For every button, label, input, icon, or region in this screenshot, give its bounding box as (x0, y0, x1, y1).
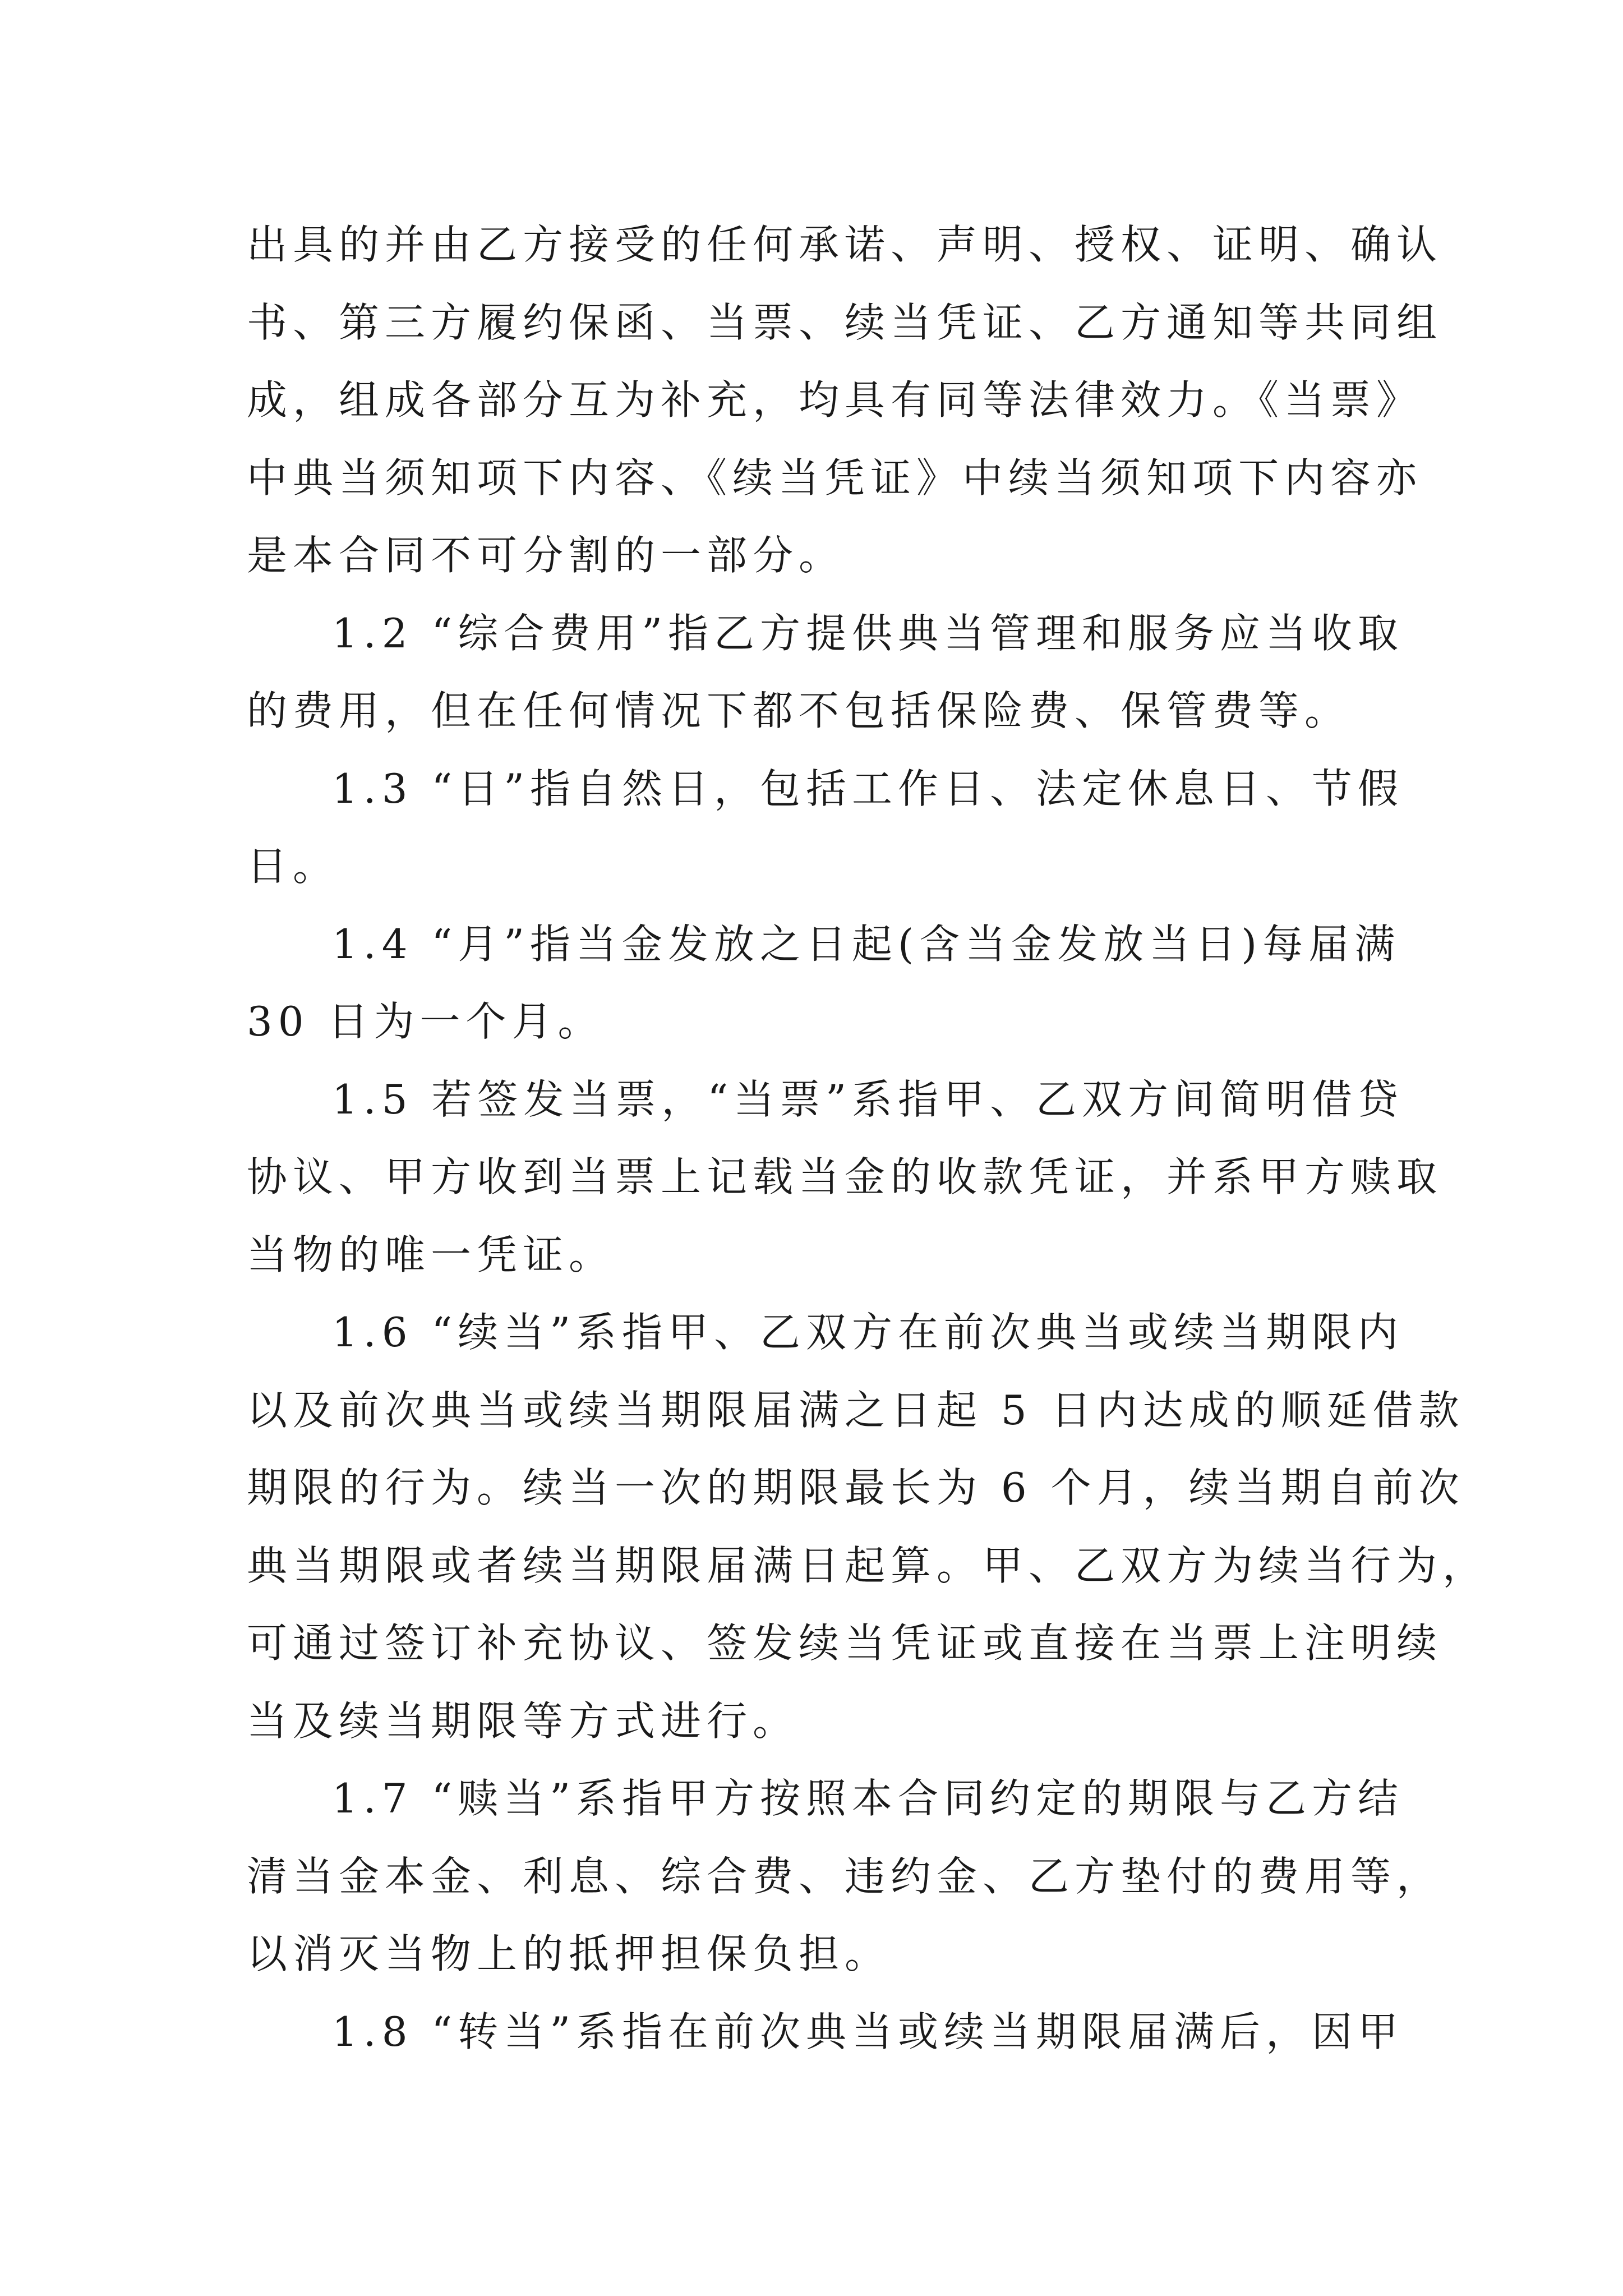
text-line: 的费用，但在任何情况下都不包括保险费、保管费等。 (247, 687, 1351, 734)
clause-1-5-start: 1.5 若签发当票，“当票”系指甲、乙双方间简明借贷 (332, 1075, 1404, 1123)
text-line: 中典当须知项下内容、《续当凭证》中续当须知项下内容亦 (247, 454, 1423, 501)
text-line: 成，组成各部分互为补充，均具有同等法律效力。《当票》 (247, 376, 1423, 424)
text-line: 日。 (247, 843, 339, 890)
clause-1-6-start: 1.6 “续当”系指甲、乙双方在前次典当或续当期限内 (332, 1309, 1404, 1356)
clause-1-8-start: 1.8 “转当”系指在前次典当或续当期限届满后，因甲 (332, 2008, 1404, 2055)
text-line: 以及前次典当或续当期限届满之日起 5 日内达成的顺延借款 (247, 1386, 1465, 1434)
clause-1-2-start: 1.2 “综合费用”指乙方提供典当管理和服务应当收取 (332, 609, 1404, 657)
clause-1-7-start: 1.7 “赎当”系指甲方按照本合同约定的期限与乙方结 (332, 1775, 1404, 1822)
text-line: 书、第三方履约保函、当票、续当凭证、乙方通知等共同组 (247, 298, 1443, 346)
text-line: 是本合同不可分割的一部分。 (247, 532, 845, 579)
clause-1-4-start: 1.4 “月”指当金发放之日起(含当金发放当日)每届满 (332, 920, 1401, 968)
text-line: 当物的唯一凭证。 (247, 1231, 615, 1278)
contract-body-text (247, 206, 1489, 2070)
text-line: 典当期限或者续当期限届满日起算。甲、乙双方为续当行为， (247, 1542, 1489, 1589)
text-line: 清当金本金、利息、综合费、违约金、乙方垫付的费用等， (247, 1852, 1443, 1900)
text-line: 期限的行为。续当一次的期限最长为 6 个月，续当期自前次 (247, 1464, 1465, 1511)
text-line: 协议、甲方收到当票上记载当金的收款凭证，并系甲方赎取 (247, 1153, 1443, 1200)
text-line: 出具的并由乙方接受的任何承诺、声明、授权、证明、确认 (247, 221, 1443, 268)
text-line: 以消灭当物上的抵押担保负担。 (247, 1930, 891, 1977)
text-line: 30 日为一个月。 (247, 998, 604, 1045)
text-line: 可通过签订补充协议、签发续当凭证或直接在当票上注明续 (247, 1619, 1443, 1667)
text-line: 当及续当期限等方式进行。 (247, 1697, 799, 1745)
clause-1-3-start: 1.3 “日”指自然日，包括工作日、法定休息日、节假 (332, 765, 1404, 812)
